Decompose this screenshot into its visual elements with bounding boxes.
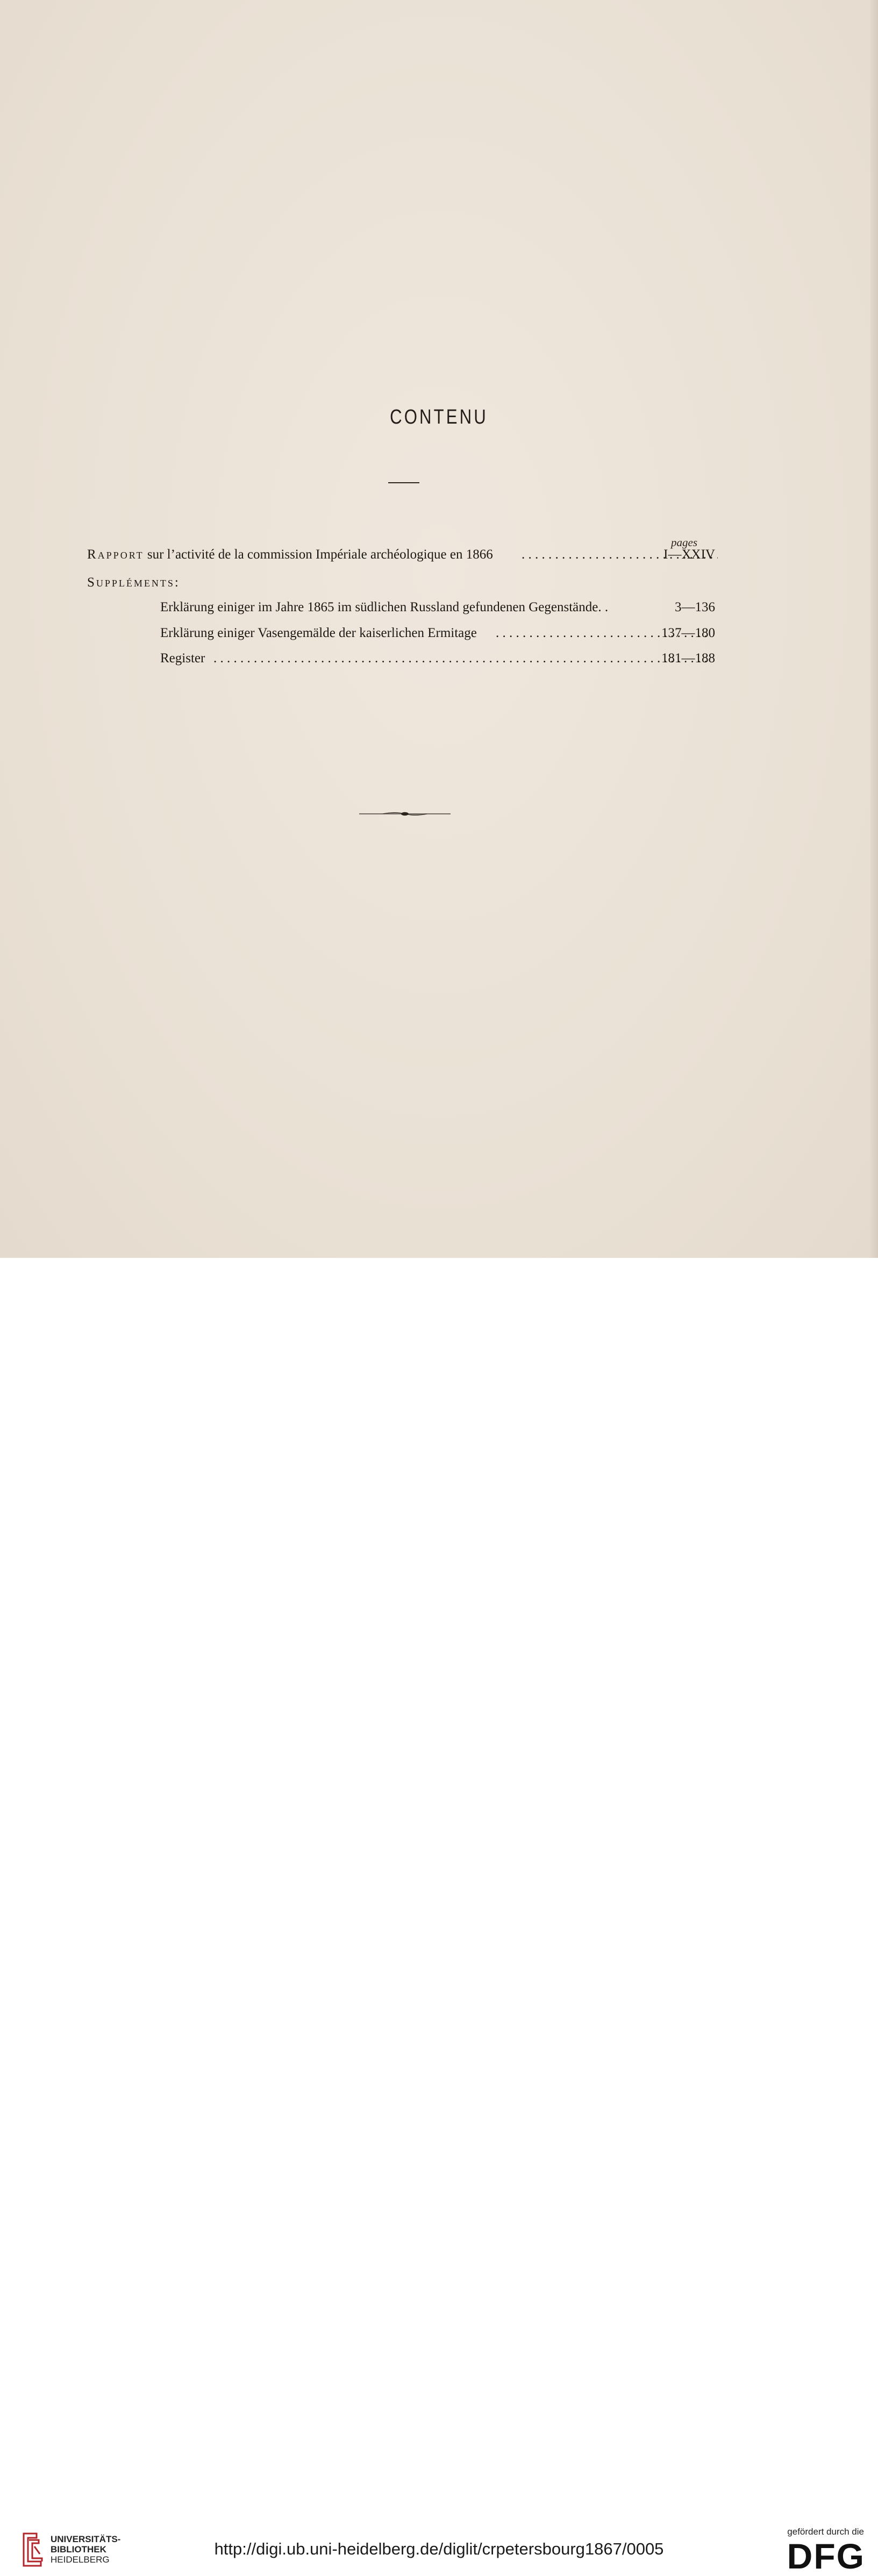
- library-line3: HEIDELBERG: [51, 2554, 110, 2565]
- toc-entry-prefix: Rapport: [87, 547, 144, 562]
- toc-entry-label: [87, 546, 493, 564]
- permalink-url[interactable]: http://digi.ub.uni-heidelberg.de/diglit/crpetersbourg1867/0005: [214, 2539, 664, 2558]
- viewer-footer: [0, 1258, 878, 2576]
- scanned-page: [0, 0, 878, 1258]
- dot-leader: [213, 649, 708, 668]
- toc-entry-pages: 137—180: [661, 626, 715, 640]
- toc-entry-label: Erklärung einiger Vasengemälde der kaiserlichen Ermitage: [160, 626, 477, 640]
- toc-entry-pages: 181—188: [661, 651, 715, 666]
- title-rule: [388, 482, 419, 483]
- pages-column-header: pages: [671, 536, 697, 549]
- dfg-logo: DFG: [787, 2536, 865, 2576]
- toc-entry-label: Register: [160, 651, 205, 666]
- library-line2: BIBLIOTHEK: [51, 2544, 106, 2554]
- toc-entry-pages: I—XXIV: [663, 547, 715, 562]
- toc-entry-text: sur l’activité de la commission Impériale archéologique en 1866: [144, 547, 493, 562]
- toc-entry-text: :: [174, 575, 179, 590]
- toc-entry-supplements: [87, 574, 710, 592]
- page-title: CONTENU: [390, 406, 488, 428]
- toc-entry-vasengemaelde: [87, 624, 715, 642]
- toc-entry-register: [87, 649, 715, 668]
- toc-entry-label: [87, 574, 179, 592]
- page-edge: [870, 0, 878, 1258]
- toc-entry-label: Erklärung einiger im Jahre 1865 im südlichen Russland gefundenen Gegenstände. .: [160, 600, 609, 614]
- ornament-divider: [359, 810, 451, 818]
- toc-entry-erklaerung-1865: [87, 598, 715, 617]
- sponsor-label: gefördert durch die: [787, 2527, 864, 2537]
- toc-entry-pages: 3—136: [675, 600, 715, 614]
- toc-entry-rapport: [87, 546, 715, 564]
- toc-entry-prefix: Suppléments: [87, 575, 175, 590]
- library-line1: UNIVERSITÄTS-: [51, 2534, 121, 2544]
